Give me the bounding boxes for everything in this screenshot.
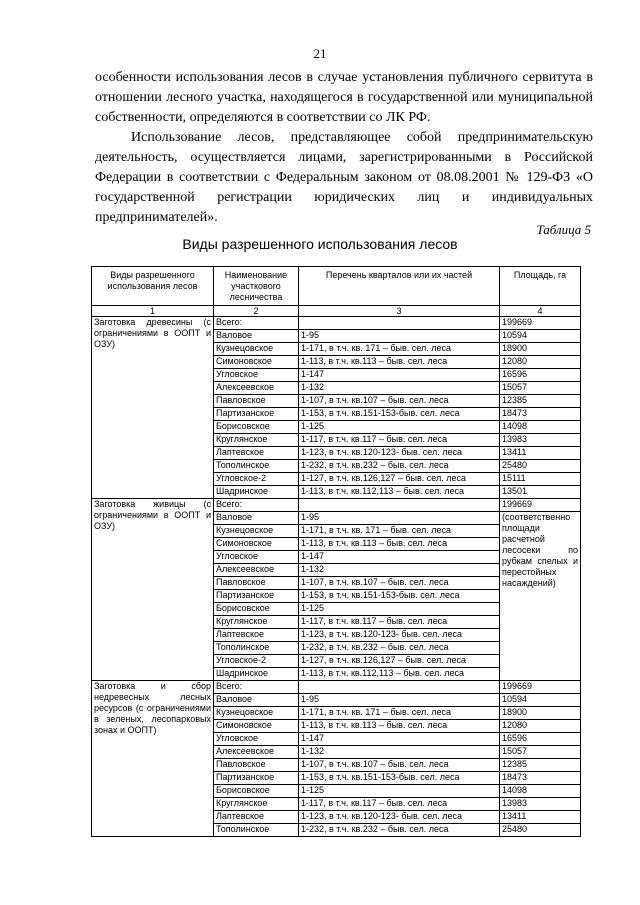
- table-row: [92, 317, 581, 330]
- forestry-cell: Шадринское: [214, 486, 299, 499]
- quarters-cell: 1-147: [299, 733, 500, 746]
- area-cell: 16596: [500, 733, 581, 746]
- header-use-type: Виды разрешенного использования лесов: [92, 267, 214, 306]
- forestry-cell: Борисовское: [214, 785, 299, 798]
- area-cell: 16596: [500, 369, 581, 382]
- area-cell: 199669: [500, 317, 581, 330]
- col-number: 1: [92, 306, 214, 317]
- paragraph-1: особенности использования лесов в случае установления публичного сервитута в отношении лесного участка, находящегося в государственной или муниципальной собственности, определяются в соответствии со ЛК РФ.: [95, 70, 593, 125]
- quarters-cell: 1-125: [299, 785, 500, 798]
- quarters-cell: 1-171, в т.ч. кв. 171 – быв. сел. леса: [299, 525, 500, 538]
- table-title: Виды разрешенного использования лесов: [182, 236, 458, 252]
- forestry-cell: Круглянское: [214, 798, 299, 811]
- quarters-cell: 1-113, в т.ч. кв.112,113 – быв. сел. леса: [299, 486, 500, 499]
- forestry-cell: Партизанское: [214, 772, 299, 785]
- area-cell: 12385: [500, 759, 581, 772]
- area-cell: 13411: [500, 811, 581, 824]
- quarters-cell: 1-95: [299, 694, 500, 707]
- quarters-cell: 1-171, в т.ч. кв. 171 – быв. сел. леса: [299, 707, 500, 720]
- area-cell: 25480: [500, 460, 581, 473]
- quarters-cell: [299, 317, 500, 330]
- quarters-cell: 1-147: [299, 551, 500, 564]
- land-use-table: [91, 266, 581, 837]
- quarters-cell: 1-132: [299, 564, 500, 577]
- quarters-cell: 1-132: [299, 382, 500, 395]
- col-number: 3: [299, 306, 500, 317]
- column-number-row: [92, 306, 581, 317]
- area-cell: 18900: [500, 343, 581, 356]
- quarters-cell: [299, 681, 500, 694]
- use-type-cell: Заготовка древесины (с ограничениями в ООПТ и ОЗУ): [92, 317, 214, 499]
- forestry-cell: Павловское: [214, 577, 299, 590]
- forestry-cell: Алексеевское: [214, 564, 299, 577]
- quarters-cell: 1-125: [299, 603, 500, 616]
- forestry-cell: Алексеевское: [214, 746, 299, 759]
- forestry-cell: Симоновское: [214, 538, 299, 551]
- quarters-cell: 1-95: [299, 512, 500, 525]
- use-type-cell: Заготовка живицы (с ограничениями в ООПТ и ОЗУ): [92, 499, 214, 681]
- area-cell: 10594: [500, 330, 581, 343]
- forestry-cell: Всего:: [214, 681, 299, 694]
- quarters-cell: [299, 499, 500, 512]
- forestry-cell: Лаптевское: [214, 629, 299, 642]
- quarters-cell: 1-132: [299, 746, 500, 759]
- forestry-cell: Тополинское: [214, 824, 299, 837]
- forestry-cell: Угловское: [214, 733, 299, 746]
- quarters-cell: 1-113, в т.ч. кв.113 – быв. сел. леса: [299, 356, 500, 369]
- quarters-cell: 1-232, в т.ч. кв.232 – быв. сел. леса: [299, 642, 500, 655]
- forestry-cell: Павловское: [214, 759, 299, 772]
- header-forestry: Наименование участкового лесничества: [214, 267, 299, 306]
- area-cell: 18900: [500, 707, 581, 720]
- forestry-cell: Валовое: [214, 512, 299, 525]
- forestry-cell: Кузнецовское: [214, 343, 299, 356]
- quarters-cell: 1-113, в т.ч. кв.112,113 – быв. сел. леса: [299, 668, 500, 681]
- area-cell: 15111: [500, 473, 581, 486]
- forestry-cell: Угловское: [214, 551, 299, 564]
- quarters-cell: 1-113, в т.ч. кв.113 – быв. сел. леса: [299, 720, 500, 733]
- quarters-cell: 1-117, в т.ч. кв.117 – быв. сел. леса: [299, 616, 500, 629]
- quarters-cell: 1-107, в т.ч. кв.107 – быв. сел. леса: [299, 395, 500, 408]
- forestry-cell: Борисовское: [214, 421, 299, 434]
- area-cell: 13501: [500, 486, 581, 499]
- forestry-cell: Тополинское: [214, 642, 299, 655]
- forestry-cell: Павловское: [214, 395, 299, 408]
- forestry-cell: Симоновское: [214, 356, 299, 369]
- body-text: [95, 68, 593, 228]
- forestry-cell: Шадринское: [214, 668, 299, 681]
- area-cell: 12080: [500, 356, 581, 369]
- forestry-cell: Всего:: [214, 499, 299, 512]
- header-area: Площадь, га: [500, 267, 581, 306]
- area-cell: 199669: [500, 499, 581, 512]
- forestry-cell: Тополинское: [214, 460, 299, 473]
- page-number: 21: [313, 46, 327, 61]
- area-cell: 15057: [500, 746, 581, 759]
- area-cell: 18473: [500, 772, 581, 785]
- quarters-cell: 1-125: [299, 421, 500, 434]
- forestry-cell: Кузнецовское: [214, 525, 299, 538]
- forestry-cell: Угловское: [214, 369, 299, 382]
- area-cell: 25480: [500, 824, 581, 837]
- forestry-cell: Партизанское: [214, 408, 299, 421]
- forestry-cell: Угловское-2: [214, 655, 299, 668]
- forestry-cell: Алексеевское: [214, 382, 299, 395]
- quarters-cell: 1-117, в т.ч. кв.117 – быв. сел. леса: [299, 434, 500, 447]
- forestry-cell: Круглянское: [214, 616, 299, 629]
- forestry-cell: Лаптевское: [214, 447, 299, 460]
- area-cell: 199669: [500, 681, 581, 694]
- quarters-cell: 1-117, в т.ч. кв.117 – быв. сел. леса: [299, 798, 500, 811]
- table-label: Таблица 5: [536, 222, 591, 237]
- area-cell: 18473: [500, 408, 581, 421]
- area-cell: 15057: [500, 382, 581, 395]
- area-cell: 13983: [500, 798, 581, 811]
- area-cell: 13983: [500, 434, 581, 447]
- forestry-cell: Кузнецовское: [214, 707, 299, 720]
- forestry-cell: Валовое: [214, 330, 299, 343]
- header-quarters: Перечень кварталов или их частей: [299, 267, 500, 306]
- area-cell: 10594: [500, 694, 581, 707]
- quarters-cell: 1-153, в т.ч. кв.151-153-быв. сел. леса: [299, 408, 500, 421]
- col-number: 2: [214, 306, 299, 317]
- forestry-cell: Валовое: [214, 694, 299, 707]
- quarters-cell: 1-153, в т.ч. кв.151-153-быв. сел. леса: [299, 590, 500, 603]
- quarters-cell: 1-147: [299, 369, 500, 382]
- forestry-cell: Круглянское: [214, 434, 299, 447]
- col-number: 4: [500, 306, 581, 317]
- area-cell: 12080: [500, 720, 581, 733]
- area-cell: 14098: [500, 785, 581, 798]
- forestry-cell: Борисовское: [214, 603, 299, 616]
- table-row: [92, 499, 581, 512]
- quarters-cell: 1-95: [299, 330, 500, 343]
- forestry-cell: Угловское-2: [214, 473, 299, 486]
- quarters-cell: 1-232, в т.ч. кв.232 – быв. сел. леса: [299, 824, 500, 837]
- quarters-cell: 1-153, в т.ч. кв.151-153-быв. сел. леса: [299, 772, 500, 785]
- quarters-cell: 1-107, в т.ч. кв.107 – быв. сел. леса: [299, 577, 500, 590]
- quarters-cell: 1-127, в т.ч. кв.126,127 – быв. сел. леса: [299, 655, 500, 668]
- forestry-cell: Симоновское: [214, 720, 299, 733]
- quarters-cell: 1-127, в т.ч. кв.126,127 – быв. сел. леса: [299, 473, 500, 486]
- quarters-cell: 1-123, в т.ч. кв.120-123- быв. сел. леса: [299, 811, 500, 824]
- table-header-row: [92, 267, 581, 306]
- area-note-cell: (соответственно площади расчетной лесосеки по рубкам спелых и перестойных насаждений): [500, 512, 581, 681]
- use-type-cell: Заготовка и сбор недревесных лесных ресурсов (с ограничениями в зеленых, лесопарковых зонах и ООПТ): [92, 681, 214, 837]
- quarters-cell: 1-123, в т.ч. кв.120-123- быв. сел. леса: [299, 629, 500, 642]
- quarters-cell: 1-107, в т.ч. кв.107 – быв. сел. леса: [299, 759, 500, 772]
- forestry-cell: Партизанское: [214, 590, 299, 603]
- forestry-cell: Лаптевское: [214, 811, 299, 824]
- area-cell: 12385: [500, 395, 581, 408]
- table-row: [92, 681, 581, 694]
- quarters-cell: 1-113, в т.ч. кв.113 – быв. сел. леса: [299, 538, 500, 551]
- area-cell: 14098: [500, 421, 581, 434]
- quarters-cell: 1-123, в т.ч. кв.120-123- быв. сел. леса: [299, 447, 500, 460]
- quarters-cell: 1-232, в т.ч. кв.232 – быв. сел. леса: [299, 460, 500, 473]
- paragraph-2: Использование лесов, представляющее собой предпринимательскую деятельность, осуществляется лицами, зарегистрированными в Российской Федерации в соответствии с Федеральным законом от 08.08.2001 № 129-ФЗ «О государственной регистрации юридических лиц и индивидуальных предпринимателей».: [95, 130, 593, 225]
- forestry-cell: Всего:: [214, 317, 299, 330]
- area-cell: 13411: [500, 447, 581, 460]
- quarters-cell: 1-171, в т.ч. кв. 171 – быв. сел. леса: [299, 343, 500, 356]
